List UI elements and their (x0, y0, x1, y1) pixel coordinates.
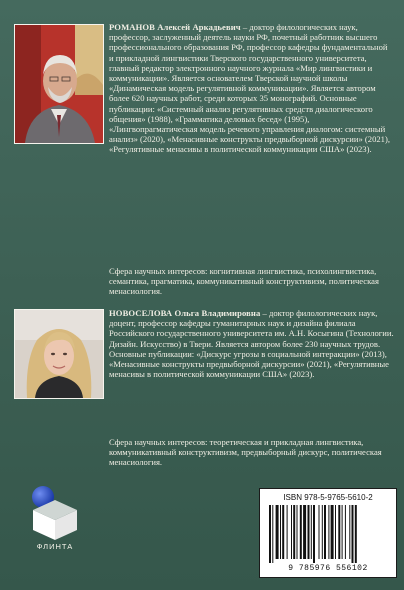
author2-photo (14, 309, 104, 399)
barcode-bar (311, 505, 312, 559)
isbn-text: ISBN 978-5-9765-5610-2 (283, 493, 373, 502)
barcode-bar (319, 505, 320, 559)
barcode-bar (342, 505, 343, 559)
barcode (259, 488, 397, 578)
author1-bio-text: – доктор филологических наук, профессор, заслуженный деятель науки РФ, почетный работник высшего профессионального образования РФ, профессор кафедры фундаментальной и прикладной лингвистики Тверского государственного университета, главный редактор электронного научного журнала «Мир лингвистики и коммуникации». Является основателем Тверской научной школы «Динамическая модель регулятивной коммуникации». Является автором более 620 научных работ, среди которых 35 монографий. Основные публикации: «Системный анализ регулятивных средств диалогического общения» (1988), «Грамматика деловых бесед» (1995), «Лингвопрагматическая модель речевого управления диалогом: системный анализ» (2020), «Менасивные конструкты предвыборной дискурсии» (2021), «Регулятивные менасивы в политической коммуникации США» (2023). (109, 22, 390, 155)
author1-name: РОМАНОВ Алексей Аркадьевич (109, 22, 241, 32)
author2-bio (109, 308, 394, 379)
publisher-name: ФЛИНТА (36, 542, 74, 551)
barcode-bar (338, 505, 340, 559)
barcode-bar (303, 505, 306, 559)
barcode-bar (349, 505, 350, 559)
author1-photo (14, 24, 104, 144)
author1-portrait (15, 25, 103, 143)
barcode-bar (313, 505, 315, 563)
author2-name: НОВОСЕЛОВА Ольга Владимировна (109, 308, 261, 318)
barcode-bar (345, 505, 346, 559)
barcode-bar (335, 505, 336, 559)
barcode-bar (276, 505, 279, 559)
barcode-bar (328, 505, 329, 559)
barcode-bars (268, 505, 388, 563)
barcode-bar (308, 505, 310, 559)
barcode-bar (272, 505, 273, 563)
barcode-bar (331, 505, 334, 559)
barcode-bar (293, 505, 295, 559)
barcode-bar (280, 505, 281, 559)
barcode-bar (287, 505, 288, 559)
barcode-number: 9 785976 556102 (288, 564, 368, 573)
barcode-bar (291, 505, 292, 559)
barcode-bar (352, 505, 354, 563)
barcode-bar (300, 505, 302, 559)
author1-interests: Сфера научных интересов: когнитивная лингвистика, психолингвистика, семантика, прагматика, коммуникативный конструктивизм, политическая менасиология. (109, 266, 379, 297)
author2-bio-text: – доктор филологических наук, доцент, профессор кафедры гуманитарных наук и дизайна филиала Российского государственного университета им. А.Н. Косыгина (Технологии. Дизайн. Искусство) в Твери. Является автором более 230 научных трудов. Основные публикации: «Дискурс угрозы в социальной интеракции» (2013), «Менасивные конструкты предвыборной дискурсии» (2021), «Регулятивные менасивы в политической коммуникации США» (2023). (109, 308, 394, 380)
barcode-bar (297, 505, 298, 559)
author1-bio (109, 22, 394, 155)
barcode-bar (324, 505, 326, 559)
author2-portrait (15, 310, 103, 398)
barcode-bar (282, 505, 284, 559)
barcode-bar (322, 505, 323, 559)
publisher-logo-icon (27, 484, 83, 540)
author2-interests: Сфера научных интересов: теоретическая и прикладная лингвистика, коммуникативный конструктивизм, предвыборный дискурс, политическая менасиология. (109, 437, 382, 468)
barcode-bar (355, 505, 357, 563)
barcode-bar (269, 505, 271, 563)
